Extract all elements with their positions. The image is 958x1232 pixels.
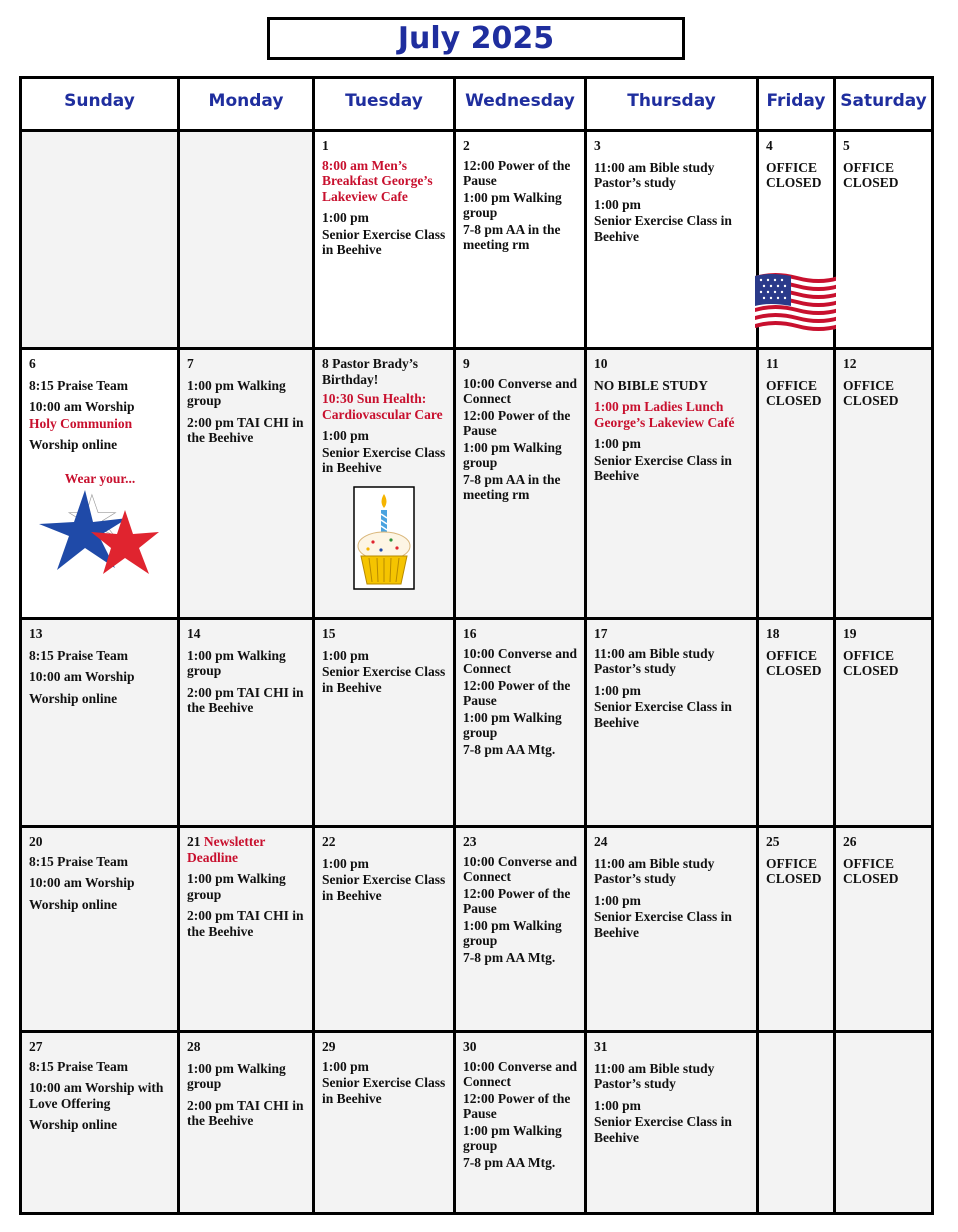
event-worship-online: Worship online	[29, 690, 118, 706]
event-bible-study: 11:00 am Bible study Pastor’s study	[594, 159, 715, 190]
event-time: 1:00 pm	[322, 647, 369, 663]
office-closed: OFFICE CLOSED	[766, 647, 822, 678]
day-number: 29	[322, 1039, 336, 1054]
event-aa: 7-8 pm AA in the meeting rm	[463, 221, 561, 252]
event-time: 1:00 pm	[322, 855, 369, 871]
day-cell-8	[314, 349, 455, 619]
day-number: 7	[187, 356, 194, 371]
day-cell-20	[21, 827, 179, 1032]
day-number: 2	[463, 138, 470, 153]
event-converse-connect: 10:00 Converse and Connect	[463, 645, 577, 676]
day-cell-empty	[179, 131, 314, 349]
event-worship: 10:00 am Worship	[29, 399, 135, 414]
stars-art	[29, 471, 171, 598]
day-number: 6	[29, 356, 36, 371]
event-converse-connect: 10:00 Converse and Connect	[463, 853, 577, 884]
event-time: 1:00 pm	[594, 1097, 641, 1113]
day-cell-21	[179, 827, 314, 1032]
event-time: 1:00 pm	[594, 436, 641, 451]
office-closed: OFFICE CLOSED	[843, 855, 899, 886]
day-number: 20	[29, 834, 43, 849]
day-number: 1	[322, 138, 329, 153]
newsletter-deadline: Newsletter Deadline	[187, 834, 266, 865]
event-walking-group: 1:00 pm Walking group	[463, 917, 562, 948]
event-aa: 7-8 pm AA Mtg.	[463, 949, 556, 965]
day-cell-26	[835, 827, 933, 1032]
day-cell-10	[586, 349, 758, 619]
day-number: 14	[187, 626, 201, 641]
event-converse-connect: 10:00 Converse and Connect	[463, 375, 577, 406]
day-number: 30	[463, 1039, 477, 1054]
day-cell-5	[835, 131, 933, 349]
day-cell-6	[21, 349, 179, 619]
us-flag-icon	[751, 270, 843, 334]
weekday-header-row	[21, 78, 933, 131]
event-aa: 7-8 pm AA in the meeting rm	[463, 471, 561, 502]
event-sun-health: 10:30 Sun Health: Cardiovascular Care	[322, 391, 443, 422]
day-number-with-note	[187, 834, 306, 865]
day-cell-11	[758, 349, 835, 619]
header-thursday: Thursday	[586, 78, 758, 131]
event-walking-group: 1:00 pm Walking group	[187, 871, 286, 902]
day-number: 5	[843, 138, 850, 153]
day-number: 31	[594, 1039, 608, 1054]
day-cell-1	[314, 131, 455, 349]
day-cell-14	[179, 619, 314, 827]
day-cell-23	[455, 827, 586, 1032]
event-senior-exercise: Senior Exercise Class in Beehive	[322, 444, 446, 475]
event-bible-study: 11:00 am Bible study Pastor’s study	[594, 855, 715, 886]
event-power-of-pause: 12:00 Power of the Pause	[463, 1090, 571, 1121]
day-cell-17	[586, 619, 758, 827]
day-number: 23	[463, 834, 477, 849]
event-time: 1:00 pm	[322, 428, 369, 443]
event-praise-team: 8:15 Praise Team	[29, 1058, 128, 1074]
day-number: 17	[594, 626, 608, 641]
day-cell-empty	[21, 131, 179, 349]
office-closed: OFFICE CLOSED	[766, 159, 822, 190]
header-monday: Monday	[179, 78, 314, 131]
event-walking-group: 1:00 pm Walking group	[187, 377, 286, 408]
event-praise-team: 8:15 Praise Team	[29, 377, 128, 393]
event-walking-group: 1:00 pm Walking group	[463, 189, 562, 220]
event-time: 1:00 pm	[594, 682, 641, 698]
wear-your-caption: Wear your...	[64, 470, 136, 486]
event-praise-team: 8:15 Praise Team	[29, 647, 128, 663]
event-time: 1:00 pm	[322, 210, 369, 225]
day-cell-31	[586, 1032, 758, 1214]
day-cell-16	[455, 619, 586, 827]
day-number: 18	[766, 626, 780, 641]
day-number: 3	[594, 138, 601, 153]
day-cell-25	[758, 827, 835, 1032]
day-number: 25	[766, 834, 780, 849]
day-cell-empty	[758, 1032, 835, 1214]
event-senior-exercise: Senior Exercise Class in Beehive	[594, 452, 732, 483]
day-cell-4	[758, 131, 835, 349]
week-row-1	[21, 131, 933, 349]
day-cell-24	[586, 827, 758, 1032]
week-row-2	[21, 349, 933, 619]
event-senior-exercise: Senior Exercise Class in Beehive	[322, 226, 446, 257]
day-cell-19	[835, 619, 933, 827]
event-power-of-pause: 12:00 Power of the Pause	[463, 407, 571, 438]
event-walking-group: 1:00 pm Walking group	[463, 439, 562, 470]
day-cell-7	[179, 349, 314, 619]
day-cell-9	[455, 349, 586, 619]
event-worship-online: Worship online	[29, 1117, 118, 1132]
header-wednesday: Wednesday	[455, 78, 586, 131]
day-number: 9	[463, 356, 470, 371]
day-number: 12	[843, 356, 857, 371]
event-walking-group: 1:00 pm Walking group	[463, 709, 562, 740]
day-number: 11	[766, 356, 779, 371]
day-number: 10	[594, 356, 608, 371]
day-cell-28	[179, 1032, 314, 1214]
day-number: 22	[322, 834, 336, 849]
day-number: 16	[463, 626, 477, 641]
event-mens-breakfast: 8:00 am Men’s Breakfast George’s Lakeview Cafe	[322, 157, 433, 204]
week-row-3	[21, 619, 933, 827]
day-cell-27	[21, 1032, 179, 1214]
event-converse-connect: 10:00 Converse and Connect	[463, 1058, 577, 1089]
event-ladies-lunch: 1:00 pm Ladies Lunch George’s Lakeview Café	[594, 399, 735, 430]
event-senior-exercise: Senior Exercise Class in Beehive	[594, 213, 732, 244]
event-worship-online: Worship online	[29, 437, 118, 452]
office-closed: OFFICE CLOSED	[766, 855, 822, 886]
office-closed: OFFICE CLOSED	[843, 377, 899, 408]
day-cell-3	[586, 131, 758, 349]
event-power-of-pause: 12:00 Power of the Pause	[463, 677, 571, 708]
event-power-of-pause: 12:00 Power of the Pause	[463, 157, 571, 188]
event-worship-online: Worship online	[29, 896, 118, 912]
week-row-5	[21, 1032, 933, 1214]
event-time: 1:00 pm	[594, 196, 641, 212]
birthday-cupcake-icon	[353, 486, 415, 590]
day-cell-12	[835, 349, 933, 619]
event-time: 1:00 pm	[594, 892, 641, 908]
event-walking-group: 1:00 pm Walking group	[463, 1122, 562, 1153]
day-number: 13	[29, 626, 43, 641]
day-number: 24	[594, 834, 608, 849]
header-friday: Friday	[758, 78, 835, 131]
event-holy-communion: Holy Communion	[29, 415, 133, 431]
office-closed: OFFICE CLOSED	[843, 647, 899, 678]
calendar-grid	[19, 76, 934, 1215]
day-cell-2	[455, 131, 586, 349]
day-cell-18	[758, 619, 835, 827]
event-walking-group: 1:00 pm Walking group	[187, 647, 286, 678]
day-number: 8 Pastor Brady’s Birthday!	[322, 356, 418, 387]
event-tai-chi: 2:00 pm TAI CHI in the Beehive	[187, 414, 304, 445]
event-senior-exercise: Senior Exercise Class in Beehive	[594, 699, 732, 730]
day-number: 4	[766, 138, 773, 153]
event-tai-chi: 2:00 pm TAI CHI in the Beehive	[187, 684, 304, 715]
event-tai-chi: 2:00 pm TAI CHI in the Beehive	[187, 1097, 304, 1128]
event-time: 1:00 pm	[322, 1058, 369, 1074]
event-walking-group: 1:00 pm Walking group	[187, 1060, 286, 1091]
day-cell-13	[21, 619, 179, 827]
office-closed: OFFICE CLOSED	[843, 159, 899, 190]
header-sunday: Sunday	[21, 78, 179, 131]
event-aa: 7-8 pm AA Mtg.	[463, 1154, 556, 1170]
event-power-of-pause: 12:00 Power of the Pause	[463, 885, 571, 916]
event-senior-exercise: Senior Exercise Class in Beehive	[594, 1114, 732, 1145]
event-aa: 7-8 pm AA Mtg.	[463, 741, 556, 757]
event-worship: 10:00 am Worship	[29, 669, 135, 684]
event-senior-exercise: Senior Exercise Class in Beehive	[322, 664, 446, 695]
day-cell-empty	[835, 1032, 933, 1214]
event-worship: 10:00 am Worship	[29, 875, 135, 890]
day-number: 15	[322, 626, 336, 641]
stars-icon	[33, 488, 163, 594]
calendar-title: July 2025	[267, 17, 685, 60]
day-number: 21	[187, 834, 201, 849]
week-row-4	[21, 827, 933, 1032]
header-saturday: Saturday	[835, 78, 933, 131]
event-worship-love-offering: 10:00 am Worship with Love Offering	[29, 1080, 164, 1111]
event-no-bible-study: NO BIBLE STUDY	[594, 377, 709, 393]
event-senior-exercise: Senior Exercise Class in Beehive	[322, 872, 446, 903]
office-closed: OFFICE CLOSED	[766, 377, 822, 408]
day-cell-29	[314, 1032, 455, 1214]
event-tai-chi: 2:00 pm TAI CHI in the Beehive	[187, 908, 304, 939]
day-cell-15	[314, 619, 455, 827]
event-bible-study: 11:00 am Bible study Pastor’s study	[594, 645, 715, 676]
event-senior-exercise: Senior Exercise Class in Beehive	[594, 909, 732, 940]
event-bible-study: 11:00 am Bible study Pastor’s study	[594, 1060, 715, 1091]
day-cell-30	[455, 1032, 586, 1214]
day-cell-22	[314, 827, 455, 1032]
day-number: 19	[843, 626, 857, 641]
day-number: 28	[187, 1039, 201, 1054]
event-senior-exercise: Senior Exercise Class in Beehive	[322, 1075, 446, 1106]
header-tuesday: Tuesday	[314, 78, 455, 131]
event-praise-team: 8:15 Praise Team	[29, 853, 128, 869]
day-number: 26	[843, 834, 857, 849]
day-number: 27	[29, 1039, 43, 1054]
